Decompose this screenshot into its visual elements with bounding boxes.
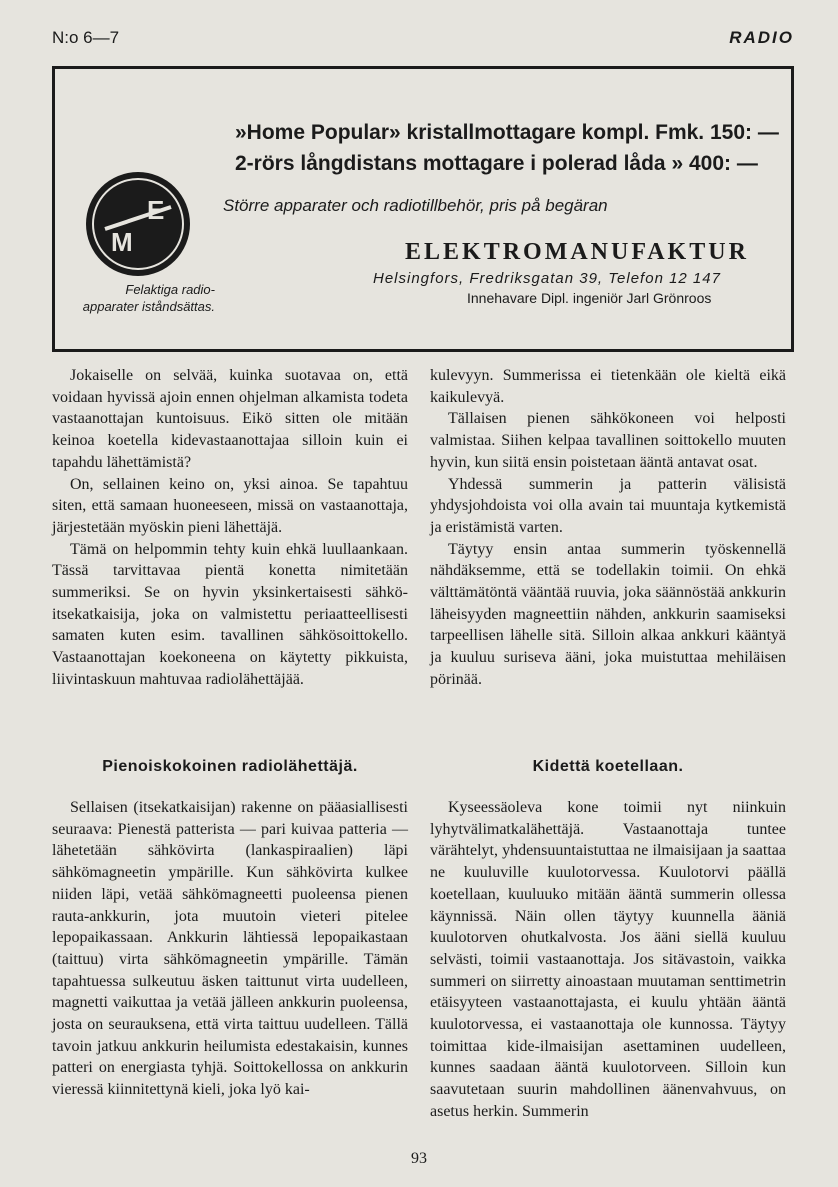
repair-note: Felaktiga radio-apparater iståndsättas. — [82, 282, 215, 314]
page-number: 93 — [411, 1150, 427, 1167]
paragraph: Kyseessäoleva kone toimii nyt niinkuin lyhytvälimatkalähettäjä. Vastaanottaja tuntee värähtelyt, yhdensuuntaistuttaa ne ilmaisijaan ja saattaa ne kuuluville kuulotorvessa. Kuulotorvi päällä koetellaan, kuuluuko mitään ääntä summerin ollessa käynnissä. Näin ollen täytyy kuunnella ääniä kuulotorven ohutkalvosta. Jos ääni siellä kuuluu selvästi, toimii vastaanottaja. Jos sitävastoin, vaikka summeri on siirretty ainoastaan muutaman senttimetrin etäisyyteen vastaanottajasta, ei kuulu yhtään ääntä kuulotorvessa, ei vastaanottaja ole kunnossa. Täytyy toimittaa kide-ilmaisijan asettaminen uudelleen, kunnes saadaan ääntä kuulotorveen. Silloin kun saavutetaan suurin mahdollinen äänenvahvuus, on asetus herkin. Summerin — [430, 799, 786, 1120]
left-column — [52, 365, 408, 691]
paragraph: Jokaiselle on selvää, kuinka suotavaa on, että voidaan hyvissä ajoin ennen ohjelman alkamista todeta vastaanottajan kuntoisuus. Eikö sitten ole mitään keinoa koetella kidevastaanottajaa silloin kuin ei tapahdu lähettämistä? — [52, 367, 408, 471]
right-column — [430, 365, 786, 691]
paragraph: Täytyy ensin antaa summerin työskennellä nähdäksemme, että se todellakin toimii. On ehkä välttämätöntä vääntää ruuvia, joka säännöstää ankkurin läheisyyden magneettiin nähden, ankkurin saamiseksi tarpeellisen lähelle sitä. Silloin alkaa ankkuri kääntyä ja kuuluu suriseva ääni, joka muistuttaa mehiläisen pörinää. — [430, 540, 786, 688]
paragraph: Sellaisen (itsekatkaisijan) rakenne on pääasiallisesti seuraava: Pienestä patterista — pari kuivaa patteria — lähetetään sähkövirta (lankaspiraalien) läpi sähkömagneetin ympärille. Kun sähkövirta kulkee niiden läpi, vetää sähkömagneetti puoleensa pienen rauta-ankkurin, jota muutoin vieteri pitelee lepopaikassaan. Ankkurin lähtiessä lepopaikastaan (taittuu) virta sähkömagneetin ympärille. Tämän tapahtuessa sulkeutuu äsken taittunut virta uudelleen, magnetti vaikuttaa ja vetää jälleen ankkurin puoleensa, josta on seurauksena, että virta taittuu uudelleen. Tällä tavoin jatkuu ankkurin heilumista edestakaisin, kunnes patteri on energiasta tyhjä. Soittokellossa on ankkurin vieressä kiinnitettynä kieli, joka lyö kai- — [52, 799, 408, 1099]
section-title: RADIO — [729, 28, 794, 47]
paragraph: kulevyyn. Summerissa ei tietenkään ole kieltä eikä kaikulevyä. — [430, 367, 786, 406]
svg-text:E: E — [147, 195, 165, 225]
paragraph: Tällaisen pienen sähkökoneen voi helposti valmistaa. Siihen kelpaa tavallinen soittokello muuten hyvin, kun siitä ensin poistetaan ääntä antavat osat. — [430, 410, 786, 471]
company-address: Helsingfors, Fredriksgatan 39, Telefon 12 147 — [373, 270, 721, 287]
advertisement-box — [52, 66, 794, 352]
em-logo-icon — [83, 169, 193, 279]
paragraph: Tämä on helpommin tehty kuin ehkä luullaankaan. Tässä tarvittavaa pientä konetta nimitetään summeriksi. Se on hyvin yksinkertaisesti sähkö-itsekatkaisija, joka on valmistettu periaatteellisesti samaten kuten esim. tavallinen sähkösoittokello. Vastaanottajan koekoneena on käytetty pikkuista, liivintaskuun mahtuvaa radiolähettäjää. — [52, 540, 408, 688]
paragraph: Yhdessä summerin ja patterin välisistä yhdysjohdoista voi olla avain tai muuntaja kytkemistä ja eristämistä varten. — [430, 475, 786, 536]
paragraph: On, sellainen keino on, yksi ainoa. Se tapahtuu siten, että samaan huoneeseen, missä on vastaanottaja, järjestetään myöskin pieni lähettäjä. — [52, 475, 408, 536]
right-column-continued — [430, 797, 786, 1123]
section-heading-left: Pienoiskokoinen radiolähettäjä. — [102, 758, 358, 775]
left-column-continued — [52, 797, 408, 1101]
company-owner: Innehavare Dipl. ingeniör Jarl Grönroos — [467, 290, 712, 306]
ad-price-line-2: 2-rörs långdistans mottagare i polerad låda » 400: — — [235, 152, 758, 175]
company-name: ELEKTROMANUFAKTUR — [405, 239, 749, 265]
section-heading-right: Kidettä koetellaan. — [532, 758, 684, 775]
svg-text:M: M — [111, 227, 133, 257]
issue-number: N:o 6—7 — [52, 28, 120, 47]
ad-price-line-1: »Home Popular» kristallmottagare kompl. Fmk. 150: — — [235, 121, 779, 144]
ad-tagline: Större apparater och radiotillbehör, pris på begäran — [223, 196, 608, 215]
